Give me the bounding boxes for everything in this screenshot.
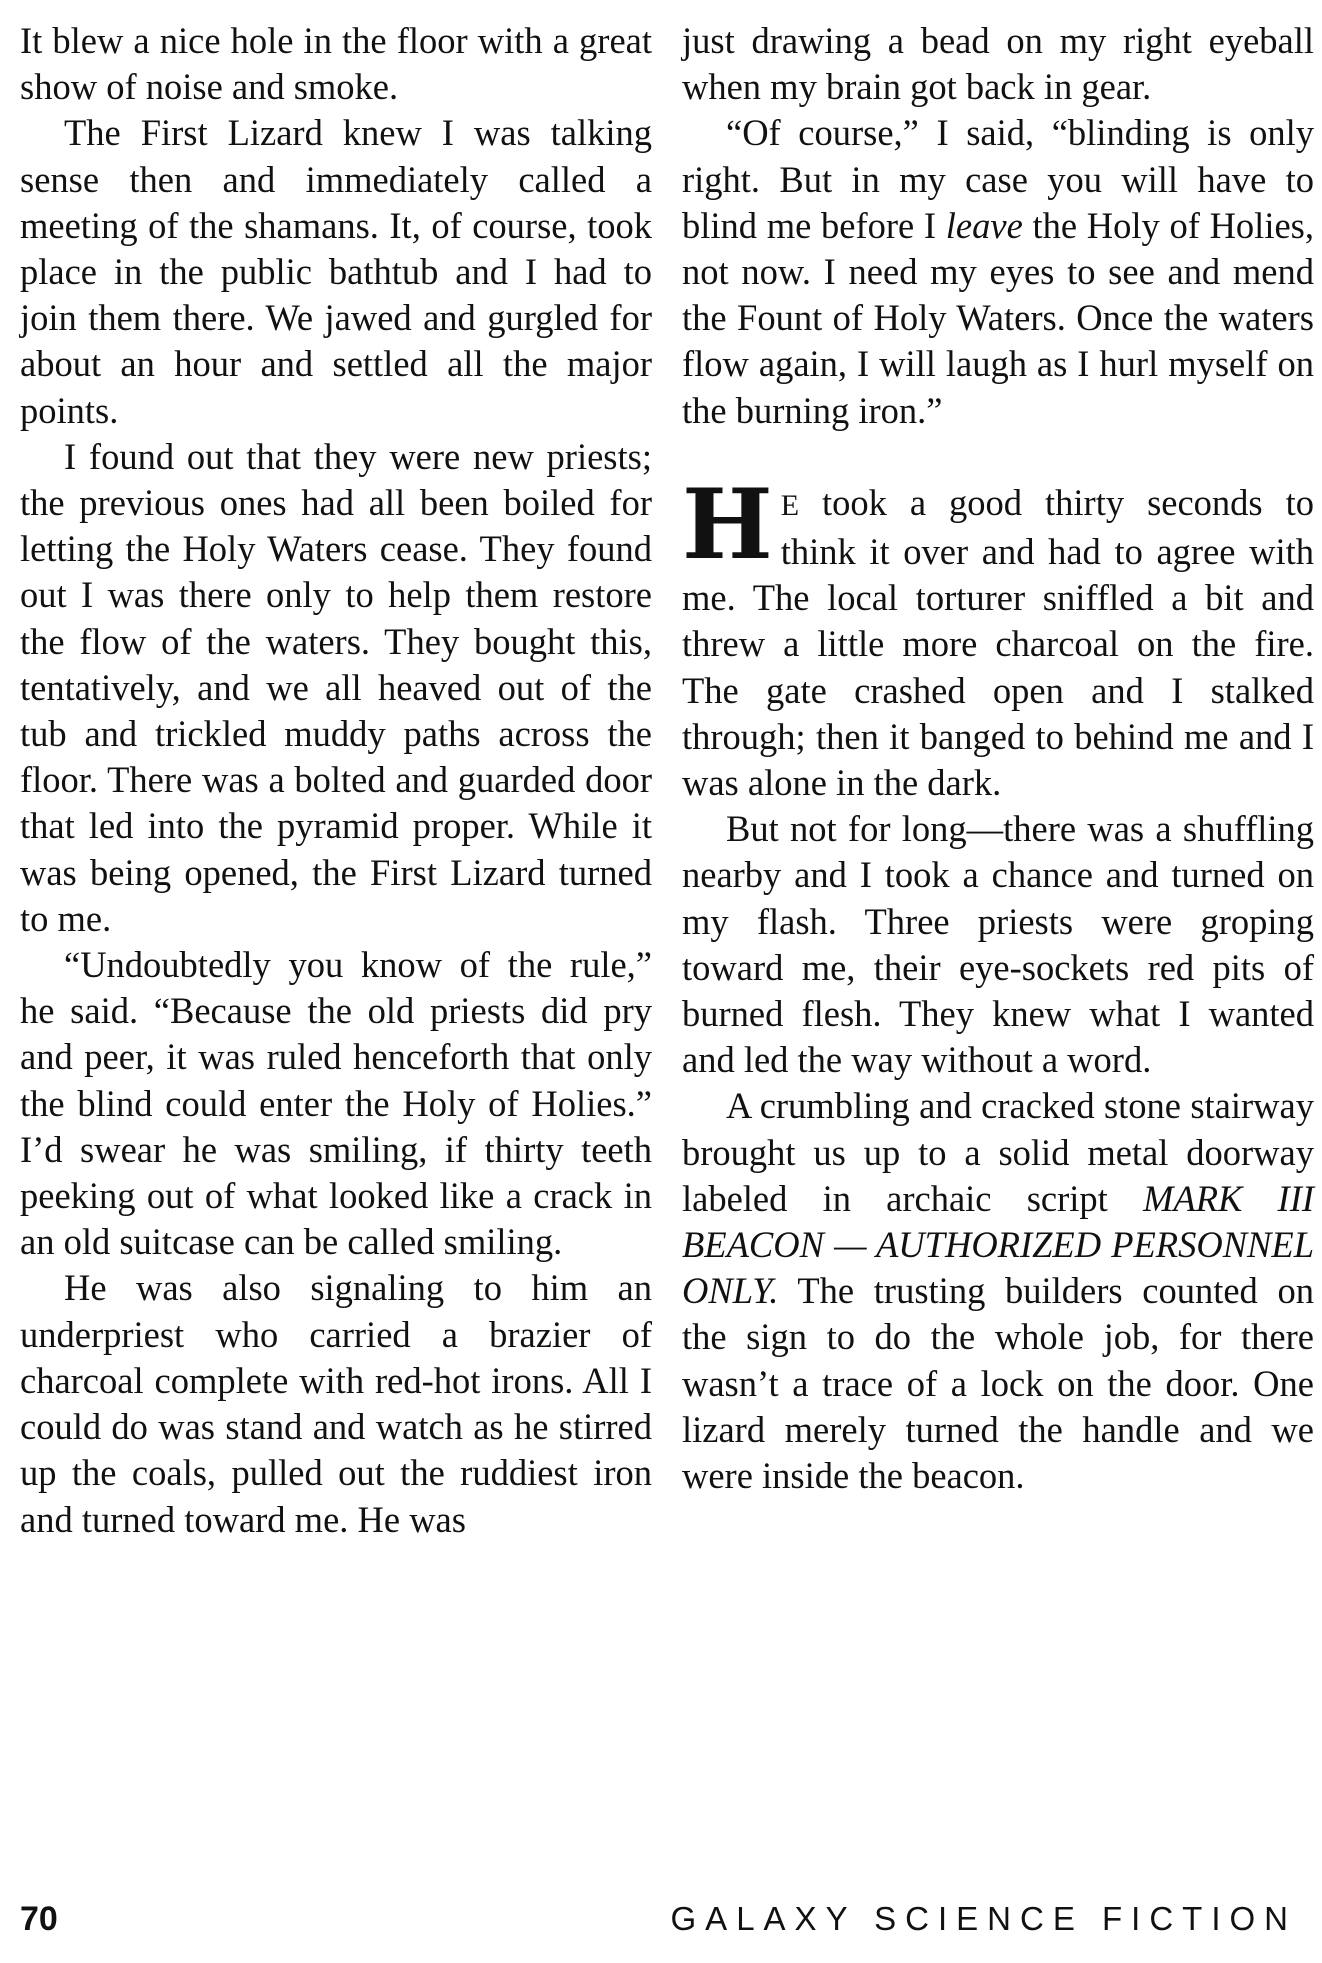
paragraph: I found out that they were new priests; the previous ones had all been boiled for letting the Holy Waters cease. They found out I was there only to help them restore the flow of the waters. They bought this, tentatively, and we all heaved out of the tub and trickled muddy paths across the floor. There was a bolted and guarded door that led into the pyramid proper. While it was being opened, the First Lizard turned to me.: [20, 435, 652, 939]
sign-text: MARK III BEACON — AUTHORIZED PERSONNEL ONLY.: [682, 1177, 1314, 1312]
paragraph-text: took a good thirty seconds to think it over and had to agree with me. The local torturer sniffled a bit and threw a little more charcoal on the fire. The gate crashed open and I stalked through; then it banged to behind me and I was alone in the dark.: [682, 481, 1314, 804]
paragraph-text: The trusting builders counted on the sign to do the whole job, for there wasn’t a trace of a lock on the door. One lizard merely turned the handle and we were inside the beacon.: [682, 1270, 1314, 1497]
paragraph: The First Lizard knew I was talking sense then and immediately called a meeting of the shamans. It, of course, took place in the public bathtub and I had to join them there. We jawed and gurgled for about an hour and settled all the major points.: [20, 112, 652, 431]
paragraph: It blew a nice hole in the floor with a great show of noise and smoke.: [20, 20, 652, 108]
page-footer: [0, 1900, 1322, 1950]
drop-cap: H: [682, 467, 771, 581]
paragraph: But not for long—there was a shuffling nearby and I took a chance and turned on my flash. Three priests were groping toward me, their eye-sockets red pits of burned flesh. They knew what I wanted and led the way without a word.: [682, 808, 1314, 1081]
paragraph: [682, 110, 1314, 433]
small-caps: E: [780, 488, 800, 522]
section-start-paragraph: [682, 467, 1314, 806]
emphasis: leave: [945, 204, 1023, 246]
paragraph: just drawing a bead on my right eyeball when my brain got back in gear.: [682, 20, 1314, 108]
paragraph: “Undoubtedly you know of the rule,” he said. “Because the old priests did pry and peer, it was ruled henceforth that only the blind could enter the Holy of Holies.” I’d swear he was smiling, if thirty teeth peeking out of what looked like a crack in an old suitcase can be called smiling.: [20, 944, 652, 1263]
page-number: 70: [20, 1900, 58, 1938]
paragraph-text: “Of course,” I said, “blinding is only right. But in my case you will have to blind me before I: [682, 112, 1314, 246]
right-column: [682, 18, 1314, 1499]
paragraph-text: the Holy of Holies, not now. I need my eyes to see and mend the Fount of Holy Waters. Once the waters flow again, I will laugh as I hurl myself on the burning iron.”: [682, 204, 1314, 431]
paragraph: [682, 1083, 1314, 1499]
left-column: [20, 18, 652, 1543]
paragraph-text: A crumbling and cracked stone stairway brought us up to a solid metal doorway labeled in archaic script: [682, 1085, 1314, 1219]
paragraph: He was also signaling to him an underpriest who carried a brazier of charcoal complete with red-hot irons. All I could do was stand and watch as he stirred up the coals, pulled out the ruddiest iron and turned toward me. He was: [20, 1267, 652, 1540]
running-head: GALAXY SCIENCE FICTION: [670, 1900, 1297, 1937]
